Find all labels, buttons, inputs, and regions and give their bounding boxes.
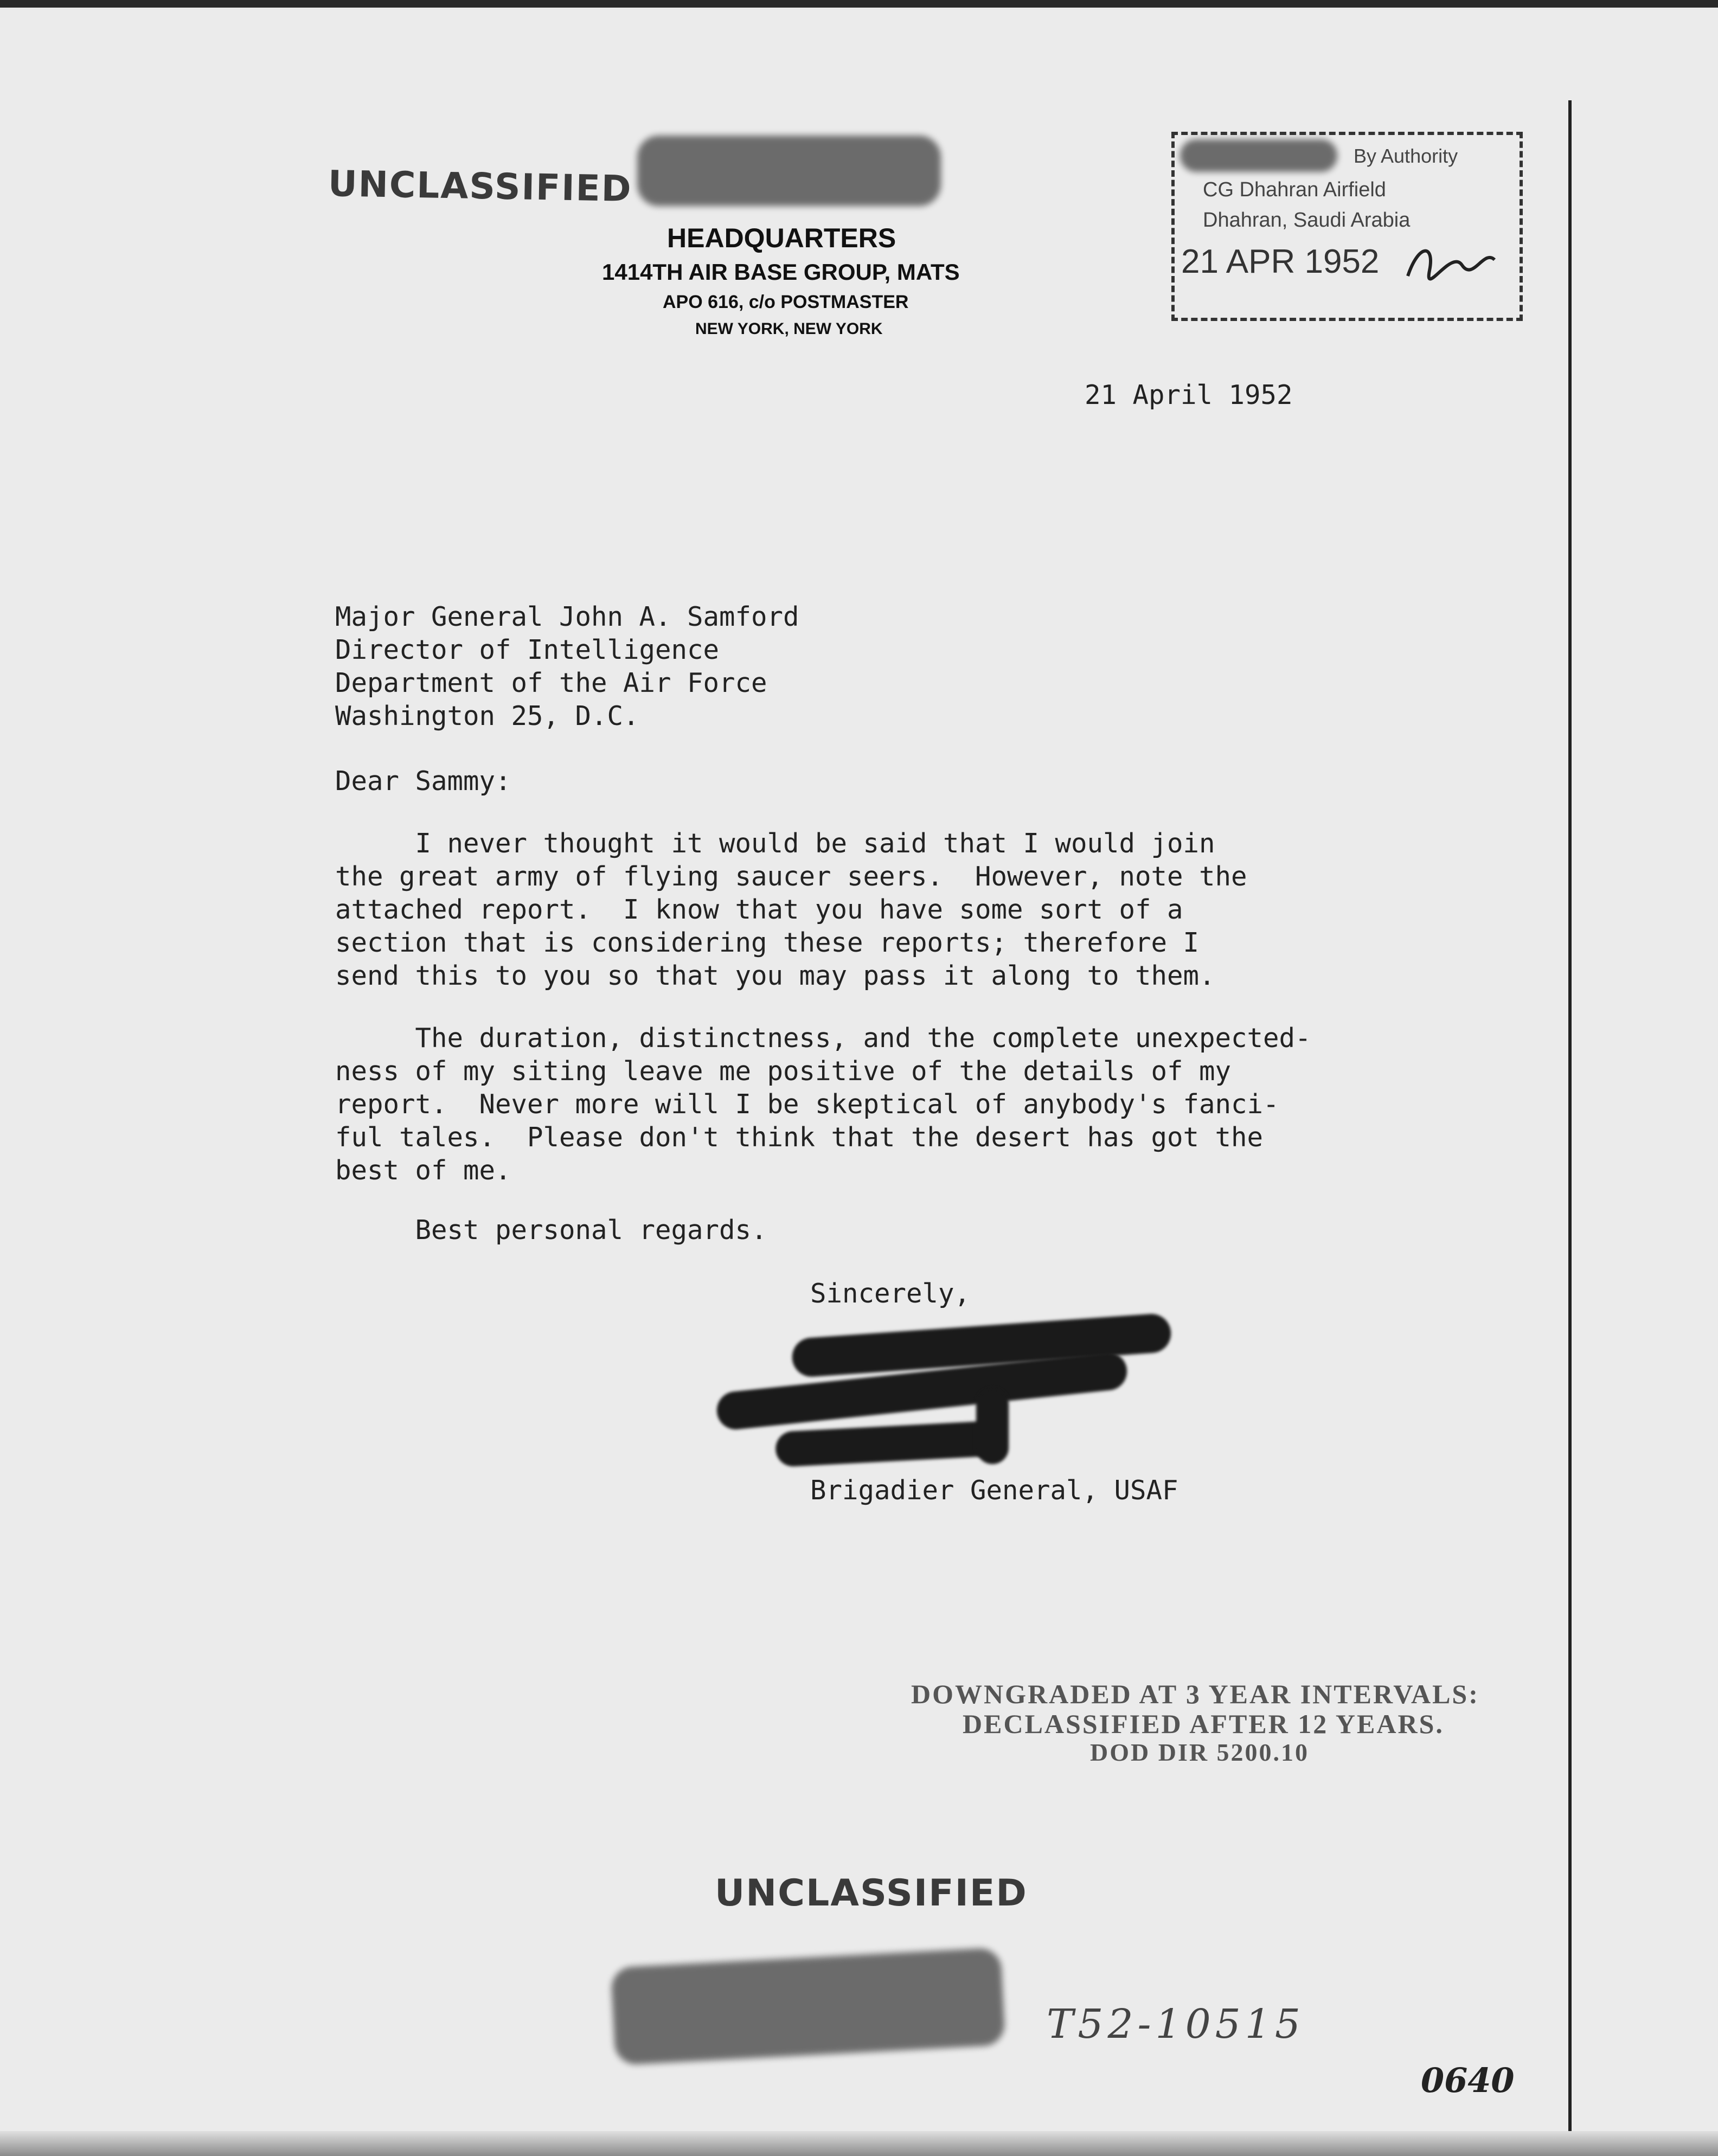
receipt-stamp-line3: Dhahran, Saudi Arabia <box>1203 209 1411 232</box>
letterhead-unit: 1414TH AIR BASE GROUP, MATS <box>602 259 960 285</box>
receipt-stamp-authority: By Authority <box>1354 145 1458 167</box>
receipt-stamp <box>1171 132 1523 321</box>
classification-stamp-bottom: UNCLASSIFIED <box>715 1872 1028 1915</box>
downgrade-notice-line-2: DECLASSIFIED AFTER 12 YEARS. <box>963 1709 1444 1739</box>
letterhead-headquarters: HEADQUARTERS <box>667 223 896 253</box>
downgrade-notice-line-3: DOD DIR 5200.10 <box>1090 1738 1310 1766</box>
redaction-signature-4 <box>976 1388 1009 1464</box>
signer-title: Brigadier General, USAF <box>810 1475 1178 1506</box>
letterhead-city: NEW YORK, NEW YORK <box>695 320 883 338</box>
signoff: Sincerely, <box>810 1278 971 1309</box>
paragraph-2-line-1: The duration, distinctness, and the complete unexpected- <box>335 1023 1311 1054</box>
paragraph-1-line-5: send this to you so that you may pass it along to them. <box>335 960 1215 991</box>
paragraph-1-line-3: attached report. I know that you have some sort of a <box>335 894 1183 925</box>
handwritten-page-number: 0640 <box>1421 2061 1515 2100</box>
receipt-stamp-date: 21 APR 1952 <box>1181 243 1380 280</box>
classification-stamp-top: UNCLASSIFIED <box>328 163 633 210</box>
recipient-title: Director of Intelligence <box>335 634 720 665</box>
closing-regards: Best personal regards. <box>335 1215 767 1246</box>
scan-right-edge <box>1568 100 1572 2156</box>
letterhead-apo: APO 616, c/o POSTMASTER <box>663 292 909 312</box>
redaction-stamp <box>1180 139 1337 172</box>
scan-bottom-edge <box>0 2131 1718 2156</box>
redaction-signature-3 <box>775 1420 1004 1467</box>
paragraph-2-line-4: ful tales. Please don't think that the desert has got the <box>335 1122 1264 1153</box>
paragraph-1-line-1: I never thought it would be said that I would join <box>335 828 1215 859</box>
redaction-bottom <box>611 1947 1005 2065</box>
handwritten-file-number: T52-10515 <box>1047 2001 1305 2048</box>
recipient-address: Washington 25, D.C. <box>335 701 639 732</box>
receipt-stamp-line2: CG Dhahran Airfield <box>1203 178 1386 201</box>
recipient-name: Major General John A. Samford <box>335 601 799 632</box>
salutation: Dear Sammy: <box>335 766 511 797</box>
downgrade-notice-line-1: DOWNGRADED AT 3 YEAR INTERVALS: <box>911 1679 1479 1709</box>
paragraph-1-line-4: section that is considering these reports; therefore I <box>335 927 1200 958</box>
letter-date: 21 April 1952 <box>1085 380 1293 410</box>
receipt-stamp-initials <box>1402 238 1500 287</box>
paragraph-2-line-5: best of me. <box>335 1155 511 1186</box>
recipient-department: Department of the Air Force <box>335 668 767 698</box>
paragraph-1-line-2: the great army of flying saucer seers. However, note the <box>335 861 1247 892</box>
scan-top-edge <box>0 0 1718 8</box>
paragraph-2-line-2: ness of my siting leave me positive of the details of my <box>335 1056 1232 1087</box>
redaction-letterhead <box>637 136 941 206</box>
paragraph-2-line-3: report. Never more will I be skeptical of anybody's fanci- <box>335 1089 1279 1120</box>
